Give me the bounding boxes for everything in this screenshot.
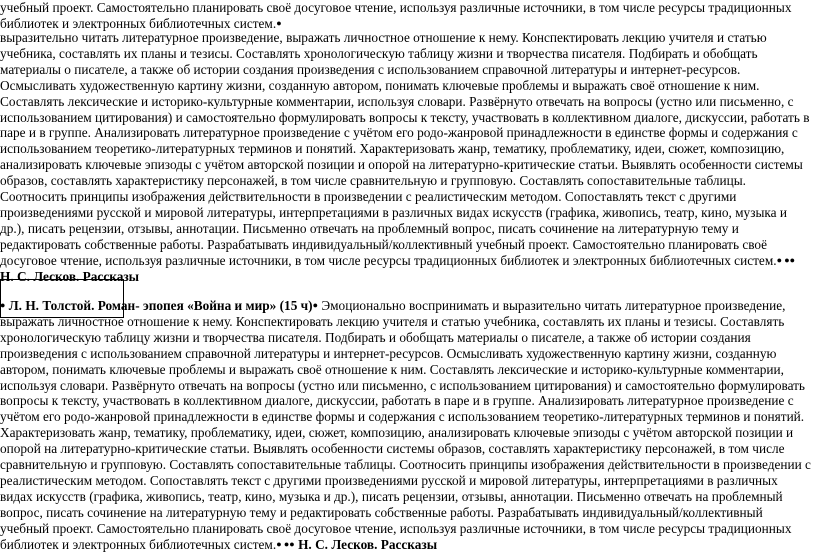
paragraph-3-text: Эмоционально воспринимать и выразительно читать литературное произведение, выражать личностное отношение к нему. Конспектировать лекцию учителя и статью учебника, составлять их планы и тезисы. Составлять хронологическую таблицу жизни и творчества писателя. Подбирать и обобщать материалы о писателе, а также об истории создания произведения с использованием справочной литературы и интернет-ресурсов. Осмысливать художественную картину жизни, созданную автором, понимать ключевые проблемы и выражать своё отношение к ним. Составлять лексические и историко-культурные комментарии, используя словари. Развёрнуто отвечать на вопросы (устно или письменно, с использованием цитирования) и самостоятельно формулировать вопросы к тексту, участвовать в коллективном диалоге, дискуссии, работать в паре и в группе. Анализировать литературное произведение с учётом его родо-жанровой принадлежности в единстве формы и содержания с использованием теоретико-литературных терминов и понятий. Характеризовать жанр, тематику, проблематику, идеи, сюжет, композицию, анализировать ключевые эпизоды с учётом авторской позиции и опорой на литературно-критические статьи. Выявлять особенности системы образов, составлять характеристику персонажей, в том числе сравнительную и групповую. Составлять сопоставительные таблицы. Соотносить принципы изображения действительности в произведении с реалистическим методом. Сопоставлять текст с другими произведениями русской и мировой литературы, интерпретациями в различных видах искусств (графика, живопись, театр, кино, музыка и др.), писать рецензии, отзывы, аннотации. Письменно отвечать на проблемный вопрос, писать сочинение на литературную тему и редактировать собственные работы. Разрабатывать индивидуальный/коллективный учебный проект. Самостоятельно планировать своё досуговое чтение, используя различные источники, в том числе ресурсы традиционных библиотек и электронных библиотечных систем. xyxy=(0,298,811,552)
paragraph-1 xyxy=(0,0,812,32)
section-heading-leskov: Н. С. Лесков. Рассказы xyxy=(0,268,140,284)
paragraph-2-text: выразительно читать литературное произведение, выражать личностное отношение к нему. Конспектировать лекцию учителя и статью учебника, составлять их планы и тезисы. Составлять хронологическую таблицу жизни и творчества писателя. Подбирать и обобщать материалы о писателе, а также об истории создания произведения с использованием справочной литературы и интернет-ресурсов. Осмысливать художественную картину жизни, созданную автором, понимать ключевые проблемы и выражать своё отношение к ним. Составлять лексические и историко-культурные комментарии, используя словари. Развёрнуто отвечать на вопросы (устно или письменно, с использованием цитирования) и самостоятельно формулировать вопросы к тексту, участвовать в коллективном диалоге, дискуссии, работать в паре и в группе. Анализировать литературное произведение с учётом его родо-жанровой принадлежности в единстве формы и содержания с использованием теоретико-литературных терминов и понятий. Характеризовать жанр, тематику, проблематику, идеи, сюжет, композицию, анализировать ключевые эпизоды с учётом авторской позиции и опорой на литературно-критические статьи. Выявлять особенности системы образов, составлять характеристику персонажей, в том числе сравнительную и групповую. Составлять сопоставительные таблицы. Соотносить принципы изображения действительности в произведении с реалистическим методом. Сопоставлять текст с другими произведениями русской и мировой литературы, интерпретациями в различных видах искусств (графика, живопись, театр, кино, музыка и др.), писать рецензии, отзывы, аннотации. Письменно отвечать на проблемный вопрос, писать сочинение на литературную тему и редактировать собственные работы. Разрабатывать индивидуальный/коллективный учебный проект. Самостоятельно планировать своё досуговое чтение, используя различные источники, в том числе ресурсы традиционных библиотек и электронных библиотечных систем. xyxy=(0,30,810,268)
section-heading-leskov-2: Н. С. Лесков. Рассказы xyxy=(298,536,438,552)
bullet-markers: ● ●● xyxy=(276,538,295,549)
section-heading-tolstoy: Л. Н. Толстой. Роман- эпопея «Война и мир» (15 ч) xyxy=(8,298,313,313)
paragraph-3 xyxy=(0,298,812,553)
bullet-marker: ● xyxy=(0,300,6,310)
paragraph-1-text: учебный проект. Самостоятельно планировать своё досуговое чтение, используя различные источники, в том числе ресурсы традиционных библиотек и электронных библиотечных систем. xyxy=(0,0,792,31)
bullet-marker: ● xyxy=(312,300,319,310)
paragraph-2 xyxy=(0,30,812,285)
bullet-marker: ● xyxy=(276,17,282,28)
bullet-markers: ● ●● xyxy=(776,254,796,265)
